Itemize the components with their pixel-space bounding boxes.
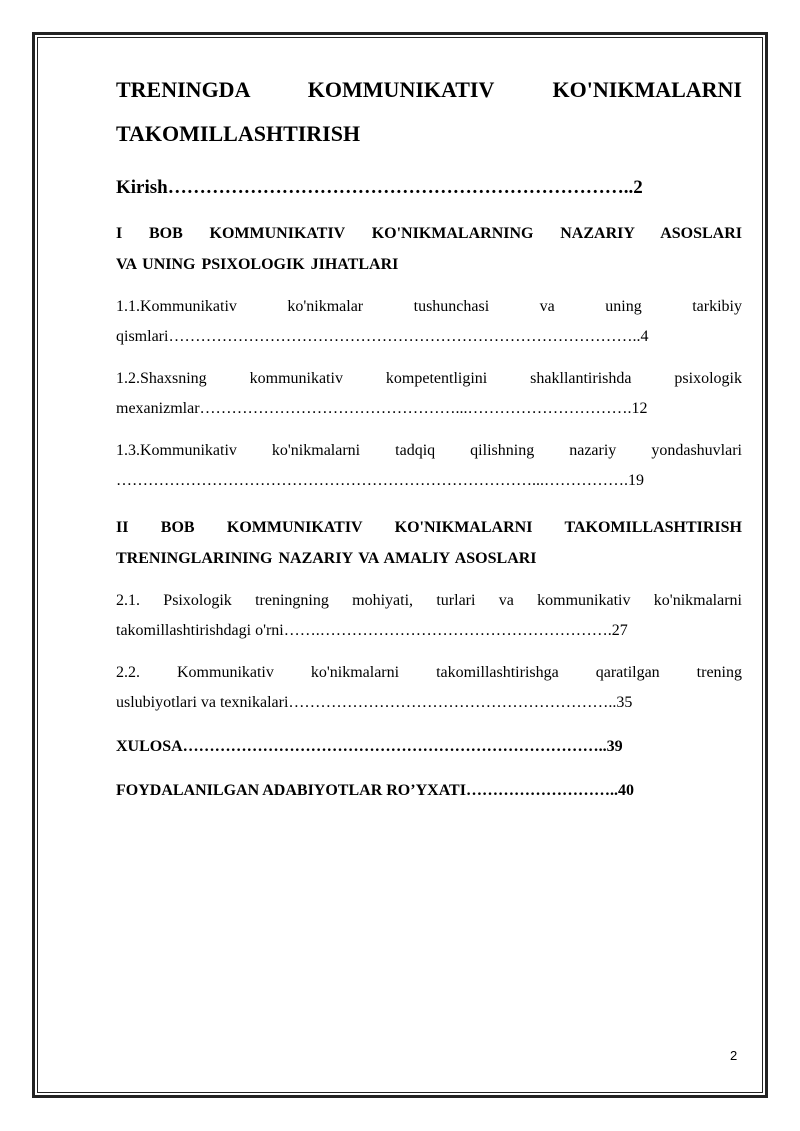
chapter-2-line-2: TRENINGLARINING NAZARIY VA AMALIY ASOSLARI <box>116 550 537 567</box>
entry-1-2-line-2: mexanizmlar…………………………………………...………………………….12 <box>116 400 648 417</box>
toc-entry-xulosa: XULOSA……………………………………………………………………..39 <box>116 738 623 755</box>
toc-entry-adabiyotlar: FOYDALANILGAN ADABIYOTLAR RO’YXATI………………………..40 <box>116 782 634 799</box>
entry-2-1-line-2: takomillashtirishdagi o'rni…….……………………………………………….27 <box>116 622 628 639</box>
entry-1-3-line-1: 1.3.Kommunikativ ko'nikmalarni tadqiq qilishning nazariy yondashuvlari <box>116 442 742 459</box>
toc-entry-kirish: Kirish………………………………………………………………..2 <box>116 177 643 198</box>
chapter-1-line-1: I BOB KOMMUNIKATIV KO'NIKMALARNING NAZARIY ASOSLARI <box>116 225 742 242</box>
entry-1-3-line-2: ……………………………………………………………………...…………….19 <box>116 472 644 489</box>
toc-entry-1-2 <box>116 364 742 424</box>
entry-1-2-line-1: 1.2.Shaxsning kommunikativ kompetentligini shakllantirishda psixologik <box>116 370 742 387</box>
toc-chapter-2 <box>116 512 742 574</box>
chapter-2-line-1: II BOB KOMMUNIKATIV KO'NIKMALARNI TAKOMILLASHTIRISH <box>116 519 742 536</box>
entry-1-1-line-2: qismlari……………………………………………………………………………..4 <box>116 328 649 345</box>
chapter-1-line-2: VA UNING PSIXOLOGIK JIHATLARI <box>116 256 399 273</box>
entry-2-2-line-2: uslubiyotlari va texnikalari……………………………………………………..35 <box>116 694 633 711</box>
toc-chapter-1 <box>116 218 742 280</box>
title-line-1: TRENINGDA KOMMUNIKATIV KO'NIKMALARNI <box>116 77 742 102</box>
entry-1-1-line-1: 1.1.Kommunikativ ko'nikmalar tushunchasi va uning tarkibiy <box>116 298 742 315</box>
toc-entry-2-1 <box>116 586 742 646</box>
table-of-contents <box>116 68 742 806</box>
entry-2-1-line-1: 2.1. Psixologik treningning mohiyati, turlari va kommunikativ ko'nikmalarni <box>116 592 742 609</box>
page-number: 2 <box>730 1048 738 1063</box>
title-line-2: TAKOMILLASHTIRISH <box>116 121 361 146</box>
toc-entry-2-2 <box>116 658 742 718</box>
toc-entry-1-3 <box>116 436 742 496</box>
entry-2-2-line-1: 2.2. Kommunikativ ko'nikmalarni takomillashtirishga qaratilgan trening <box>116 664 742 681</box>
document-title <box>116 68 742 156</box>
toc-entry-1-1 <box>116 292 742 352</box>
